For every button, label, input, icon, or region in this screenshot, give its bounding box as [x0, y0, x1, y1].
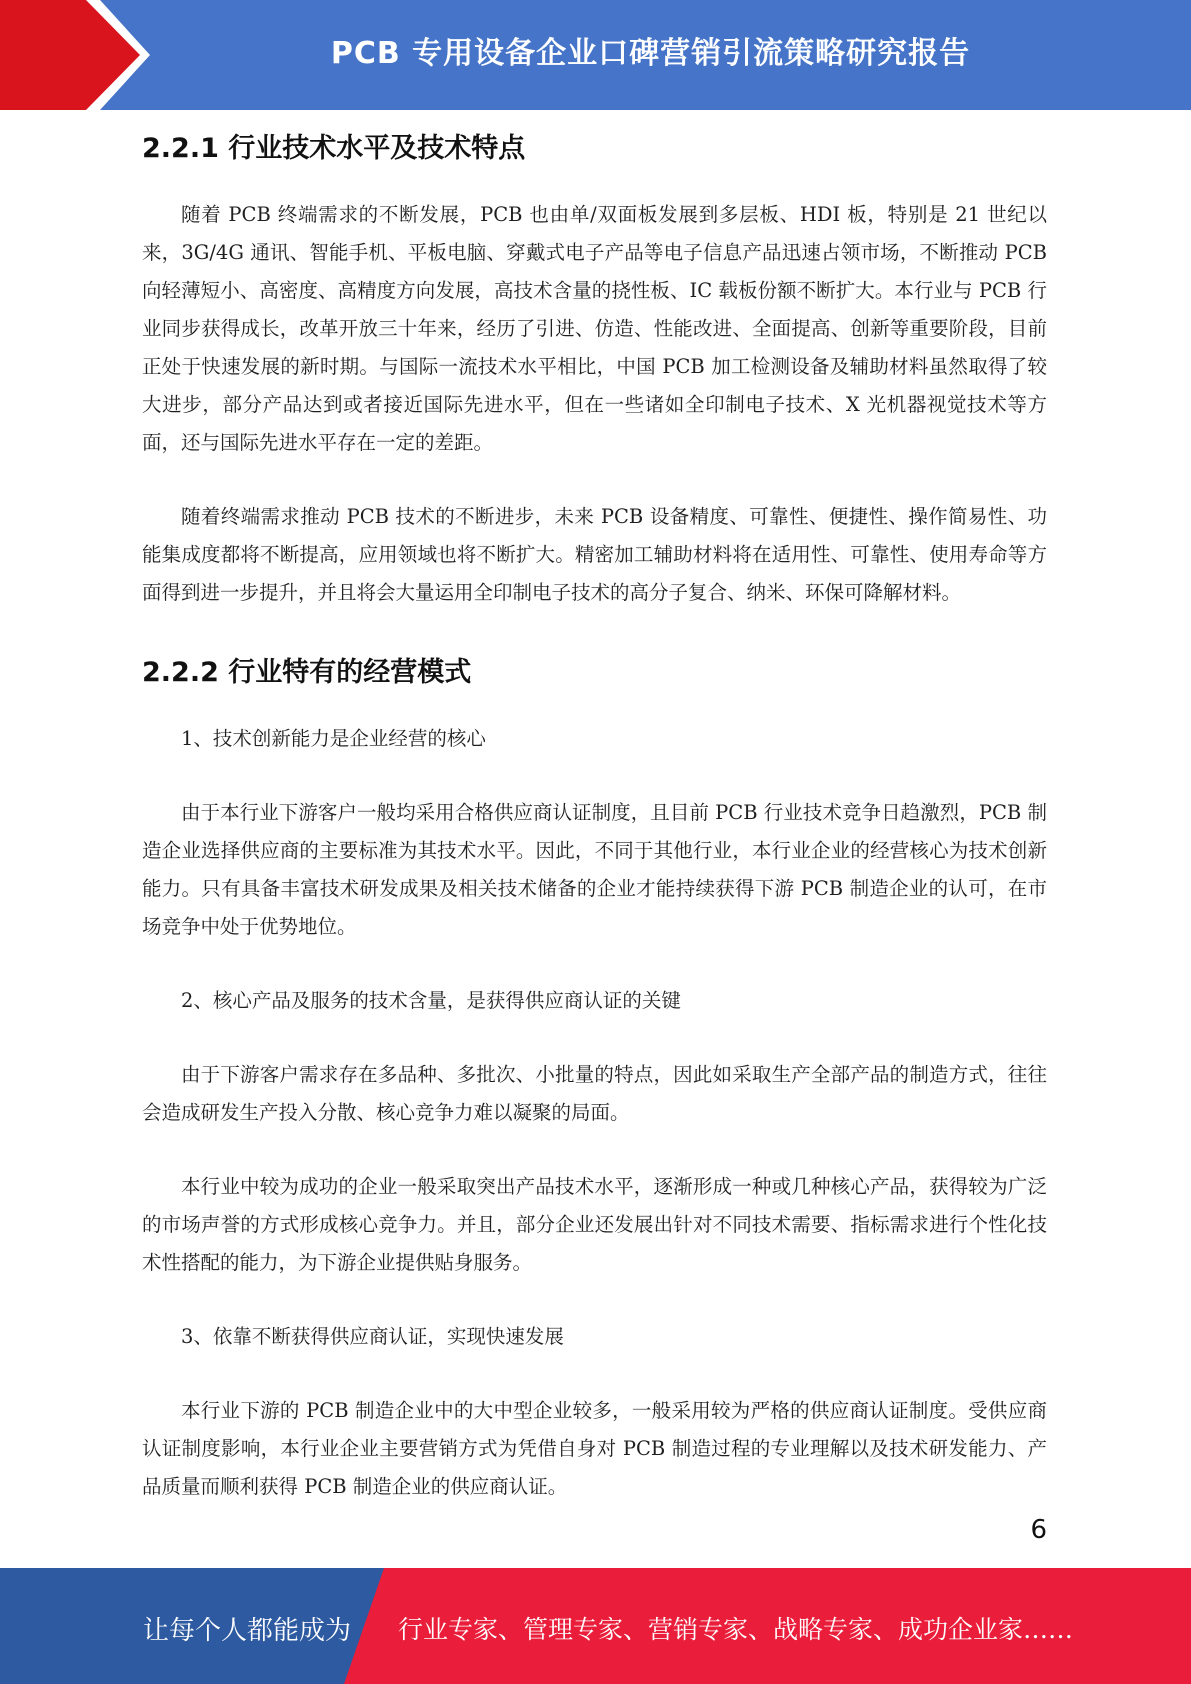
paragraph: 由于下游客户需求存在多品种、多批次、小批量的特点，因此如采取生产全部产品的制造方式，往往会造成研发生产投入分散、核心竞争力难以凝聚的局面。 — [142, 1063, 1047, 1124]
list-item-heading: 3、依靠不断获得供应商认证，实现快速发展 — [181, 1325, 564, 1348]
paragraph: 由于本行业下游客户一般均采用合格供应商认证制度，且目前 PCB 行业技术竞争日趋激烈，PCB 制造企业选择供应商的主要标准为其技术水平。因此，不同于其他行业，本行业企业的经营核心为技术创新能力。只有具备丰富技术研发成果及相关技术储备的企业才能持续获得下游 PCB 制造企业的认可，在市场竞争中处于优势地位。 — [142, 801, 1047, 938]
document-body — [142, 118, 1047, 1506]
list-item-heading: 2、核心产品及服务的技术含量，是获得供应商认证的关键 — [181, 989, 681, 1012]
paragraph: 随着 PCB 终端需求的不断发展，PCB 也由单/双面板发展到多层板、HDI 板，特别是 21 世纪以来，3G/4G 通讯、智能手机、平板电脑、穿戴式电子产品等电子信息产品迅速占领市场，不断推动 PCB 向轻薄短小、高密度、高精度方向发展，高技术含量的挠性板、IC 载板份额不断扩大。本行业与 PCB 行业同步获得成长，改革开放三十年来，经历了引进、仿造、性能改进、全面提高、创新等重要阶段，目前正处于快速发展的新时期。与国际一流技术水平相比，中国 PCB 加工检测设备及辅助材料虽然取得了较大进步，部分产品达到或者接近国际先进水平，但在一些诸如全印制电子技术、X 光机器视觉技术等方面，还与国际先进水平存在一定的差距。 — [142, 203, 1047, 454]
paragraph: 本行业下游的 PCB 制造企业中的大中型企业较多，一般采用较为严格的供应商认证制度。受供应商认证制度影响，本行业企业主要营销方式为凭借自身对 PCB 制造过程的专业理解以及技术研发能力、产品质量而顺利获得 PCB 制造企业的供应商认证。 — [142, 1399, 1047, 1498]
section-heading-2-2-1: 2.2.1 行业技术水平及技术特点 — [142, 133, 526, 164]
page-number: 6 — [1030, 1515, 1047, 1545]
page-header — [0, 0, 1191, 110]
paragraph: 随着终端需求推动 PCB 技术的不断进步，未来 PCB 设备精度、可靠性、便捷性、操作简易性、功能集成度都将不断提高，应用领域也将不断扩大。精密加工辅助材料将在适用性、可靠性、使用寿命等方面得到进一步提升，并且将会大量运用全印制电子技术的高分子复合、纳米、环保可降解材料。 — [142, 505, 1047, 604]
page-footer — [0, 1568, 1191, 1684]
list-item-heading: 1、技术创新能力是企业经营的核心 — [181, 727, 486, 750]
paragraph: 本行业中较为成功的企业一般采取突出产品技术水平，逐渐形成一种或几种核心产品，获得较为广泛的市场声誉的方式形成核心竞争力。并且，部分企业还发展出针对不同技术需要、指标需求进行个性化技术性搭配的能力，为下游企业提供贴身服务。 — [142, 1175, 1047, 1274]
report-title: PCB 专用设备企业口碑营销引流策略研究报告 — [330, 36, 971, 71]
footer-slogan-left: 让每个人都能成为 — [143, 1616, 352, 1646]
footer-slogan-right: 行业专家、管理专家、营销专家、战略专家、成功企业家…… — [398, 1615, 1074, 1644]
section-heading-2-2-2: 2.2.2 行业特有的经营模式 — [142, 657, 472, 688]
